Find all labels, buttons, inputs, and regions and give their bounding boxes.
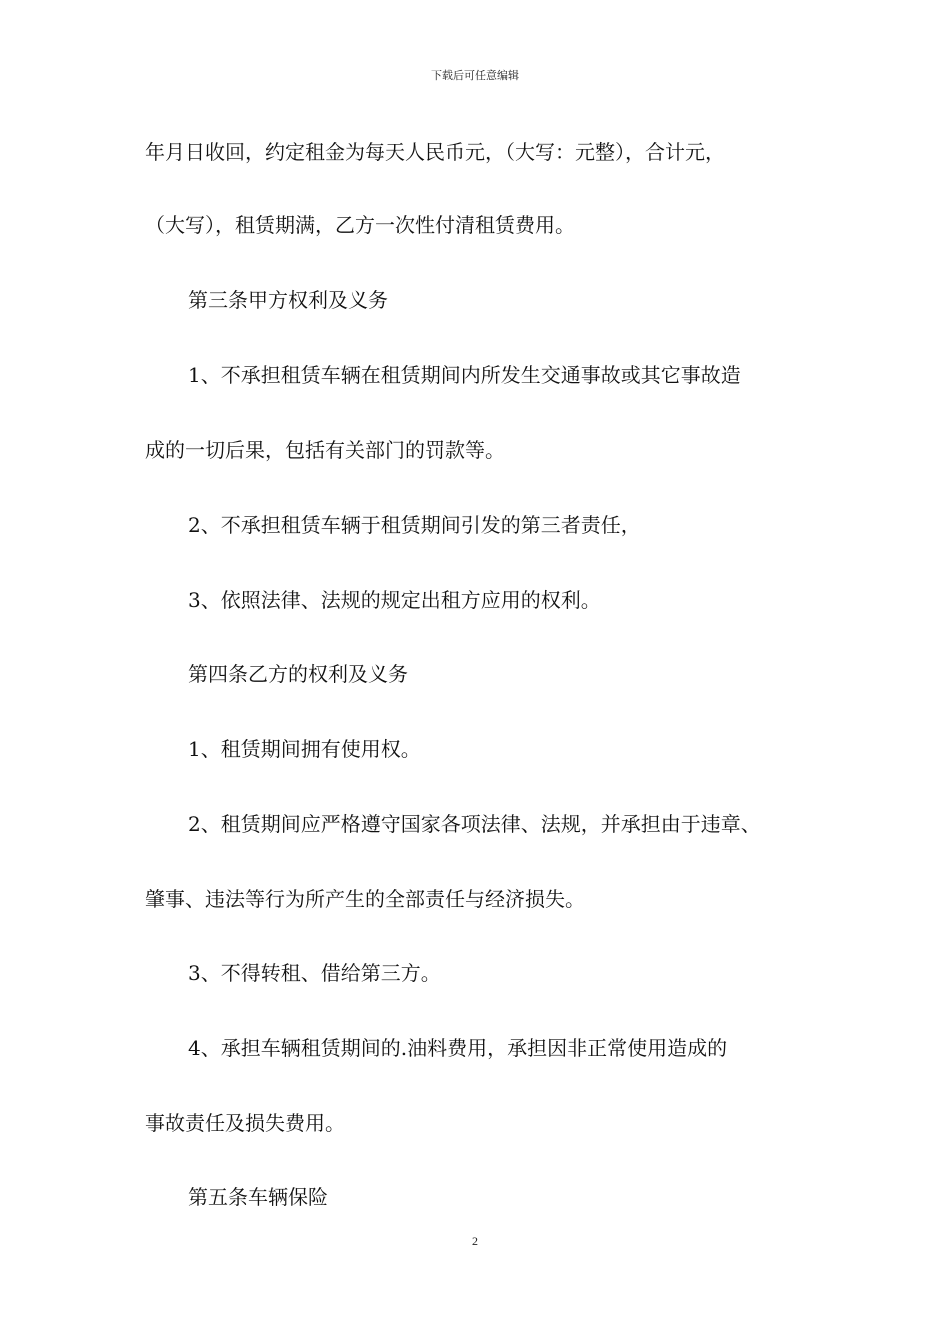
paragraph-line: （大写），租赁期满，乙方一次性付清租赁费用。 <box>145 213 575 237</box>
paragraph-line: 事故责任及损失费用。 <box>145 1111 345 1135</box>
paragraph-line: 3、依照法律、法规的规定出租方应用的权利。 <box>188 588 601 612</box>
paragraph-line: 2、租赁期间应严格遵守国家各项法律、法规，并承担由于违章、 <box>188 812 761 836</box>
section-heading: 第三条甲方权利及义务 <box>188 288 388 312</box>
section-heading: 第五条车辆保险 <box>188 1185 328 1209</box>
paragraph-line: 3、不得转租、借给第三方。 <box>188 961 441 985</box>
paragraph-line: 年月日收回，约定租金为每天人民币元，（大写：元整），合计元， <box>145 140 725 164</box>
paragraph-line: 1、租赁期间拥有使用权。 <box>188 737 421 761</box>
paragraph-line: 成的一切后果，包括有关部门的罚款等。 <box>145 438 505 462</box>
paragraph-line: 肇事、违法等行为所产生的全部责任与经济损失。 <box>145 887 585 911</box>
page-header: 下载后可任意编辑 <box>431 69 519 82</box>
paragraph-line: 1、不承担租赁车辆在租赁期间内所发生交通事故或其它事故造 <box>188 363 741 387</box>
page-number: 2 <box>472 1234 478 1248</box>
section-heading: 第四条乙方的权利及义务 <box>188 662 408 686</box>
paragraph-line: 4、承担车辆租赁期间的.油料费用，承担因非正常使用造成的 <box>188 1036 728 1060</box>
paragraph-line: 2、不承担租赁车辆于租赁期间引发的第三者责任， <box>188 513 641 537</box>
